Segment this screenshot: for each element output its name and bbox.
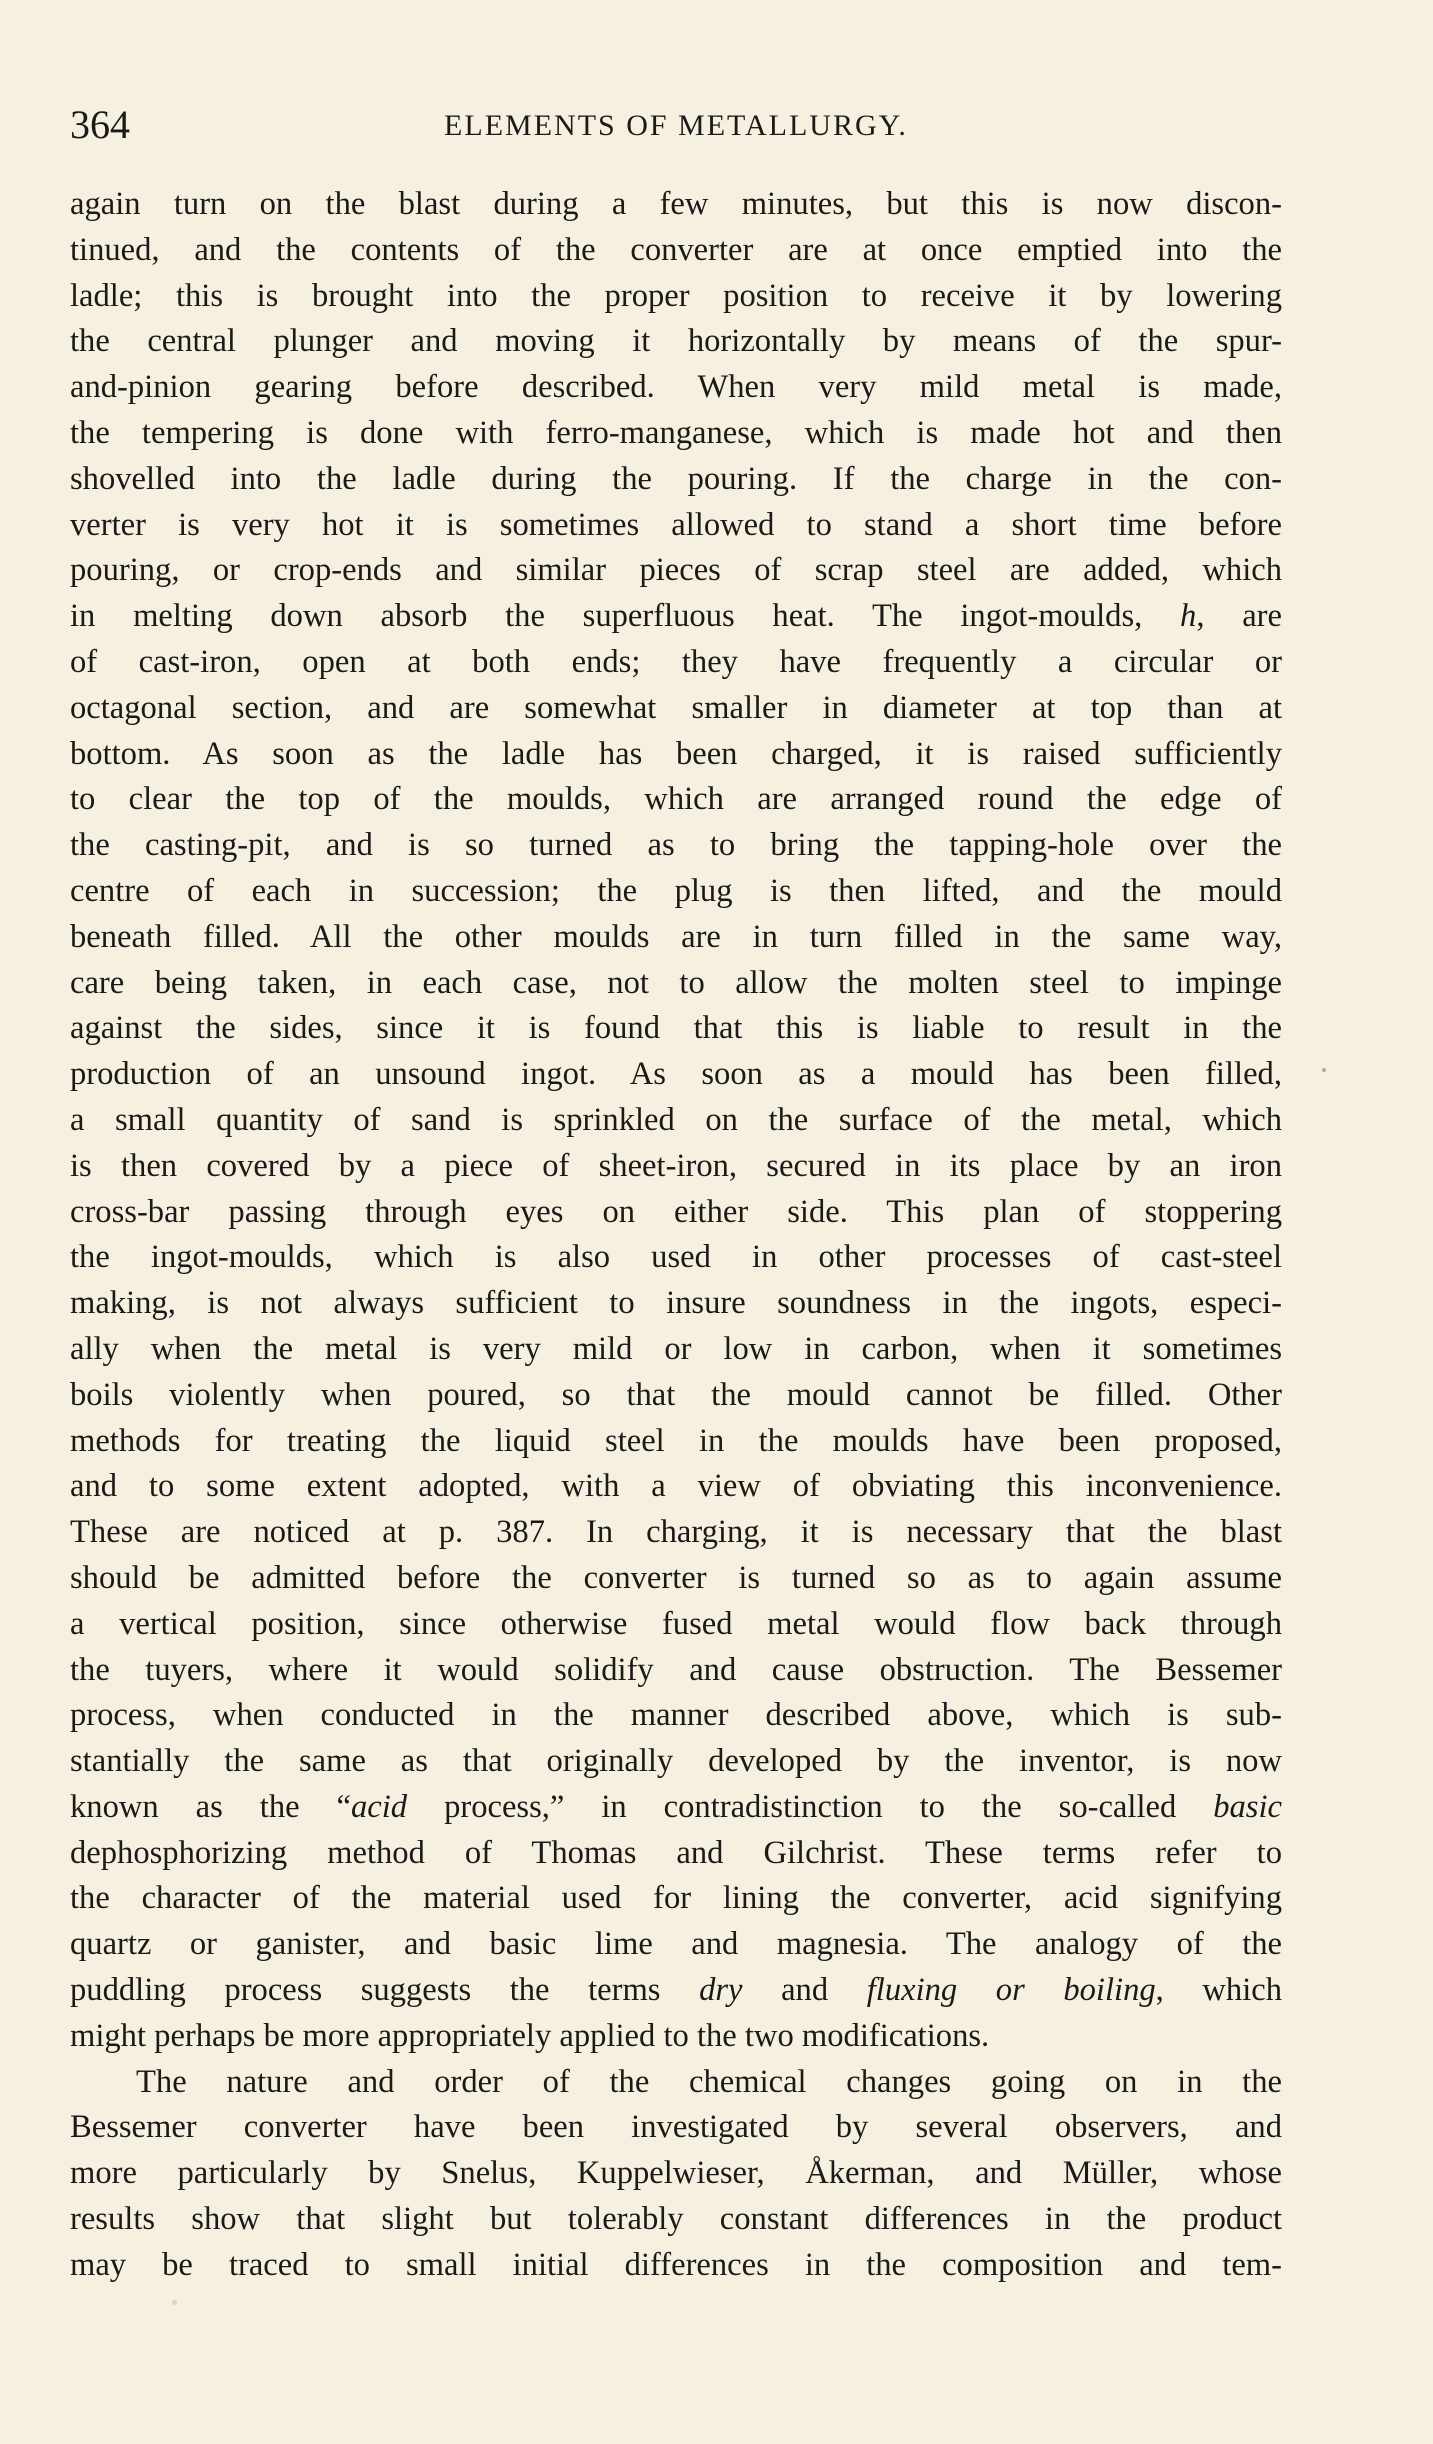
text-line: a small quantity of sand is sprinkled on the surface of the metal, which [70, 1101, 1282, 1138]
text-line: stantially the same as that originally developed by the inventor, is now [70, 1743, 1282, 1780]
page-header [70, 100, 1282, 150]
text-line: may be traced to small initial differences in the composition and tem- [70, 2246, 1282, 2283]
page-number: 364 [70, 102, 130, 147]
text-line: tinued, and the contents of the converter are at once emptied into the [70, 231, 1282, 268]
text-line: boils violently when poured, so that the mould cannot be filled. Other [70, 1376, 1282, 1413]
text-line: verter is very hot it is sometimes allowed to stand a short time before [70, 506, 1282, 543]
text-line [70, 1785, 1282, 1831]
text-line: and to some extent adopted, with a view of obviating this inconvenience. [70, 1468, 1282, 1505]
text-line: bottom. As soon as the ladle has been charged, it is raised sufficiently [70, 735, 1282, 772]
text-line: quartz or ganister, and basic lime and magnesia. The analogy of the [70, 1926, 1282, 1963]
text-run: and [742, 1972, 867, 2009]
text-line: against the sides, since it is found that this is liable to result in the [70, 1010, 1282, 1047]
text-line [70, 594, 1282, 640]
text-line: more particularly by Snelus, Kuppelwieser, Åkerman, and Müller, whose [70, 2155, 1282, 2192]
text-line: methods for treating the liquid steel in the moulds have been proposed, [70, 1422, 1282, 1459]
text-line: shovelled into the ladle during the pouring. If the charge in the con- [70, 460, 1282, 497]
text-line: octagonal section, and are somewhat smaller in diameter at top than at [70, 689, 1282, 726]
italic-text: basic [1213, 1788, 1282, 1825]
text-line: the central plunger and moving it horizontally by means of the spur- [70, 323, 1282, 360]
running-head: ELEMENTS OF METALLURGY. [444, 109, 908, 142]
text-line: beneath filled. All the other moulds are in turn filled in the same way, [70, 918, 1282, 955]
text-line: might perhaps be more appropriately applied to the two modifications. [70, 2017, 990, 2054]
text-line: and-pinion gearing before described. When very mild metal is made, [70, 369, 1282, 406]
text-run: , which [1155, 1972, 1283, 2009]
text-line: the character of the material used for lining the converter, acid signifying [70, 1880, 1282, 1917]
italic-text: acid [351, 1788, 408, 1825]
text-line: The nature and order of the chemical changes going on in the [136, 2063, 1282, 2100]
text-line: of cast-iron, open at both ends; they have frequently a circular or [70, 643, 1282, 680]
body-text [70, 182, 1282, 2289]
text-line: to clear the top of the moulds, which are arranged round the edge of [70, 781, 1282, 818]
italic-text: fluxing or boiling [866, 1972, 1156, 2009]
text-run: puddling process suggests the terms [70, 1972, 700, 2009]
text-line: These are noticed at p. 387. In charging, it is necessary that the blast [70, 1514, 1282, 1551]
text-run: process,” in contradistinction to the so-called [407, 1788, 1214, 1825]
text-line: should be admitted before the converter is turned so as to again assume [70, 1559, 1282, 1596]
text-line: cross-bar passing through eyes on either side. This plan of stoppering [70, 1193, 1282, 1230]
text-line: making, is not always sufficient to insure soundness in the ingots, especi- [70, 1285, 1282, 1322]
text-line: is then covered by a piece of sheet-iron, secured in its place by an iron [70, 1147, 1282, 1184]
text-line: results show that slight but tolerably constant differences in the product [70, 2201, 1282, 2238]
text-line: care being taken, in each case, not to allow the molten steel to impinge [70, 964, 1282, 1001]
italic-text: h [1180, 598, 1197, 635]
text-line: again turn on the blast during a few minutes, but this is now discon- [70, 186, 1282, 222]
paper-speck [172, 2300, 177, 2305]
text-line: dephosphorizing method of Thomas and Gilchrist. These terms refer to [70, 1834, 1282, 1871]
paper-speck [1322, 1068, 1326, 1072]
text-line: process, when conducted in the manner described above, which is sub- [70, 1697, 1282, 1734]
italic-text: dry [699, 1972, 743, 2009]
text-run: in melting down absorb the superfluous heat. The ingot-moulds, [70, 598, 1181, 635]
text-line: centre of each in succession; the plug is then lifted, and the mould [70, 872, 1282, 909]
text-run: known as the “ [70, 1788, 351, 1825]
text-line: the ingot-moulds, which is also used in other processes of cast-steel [70, 1239, 1282, 1276]
text-line: the tuyers, where it would solidify and cause obstruction. The Bessemer [70, 1651, 1282, 1688]
text-line [70, 1968, 1282, 2014]
text-line: production of an unsound ingot. As soon as a mould has been filled, [70, 1056, 1282, 1093]
text-line: ladle; this is brought into the proper position to receive it by lowering [70, 277, 1282, 314]
text-line: ally when the metal is very mild or low in carbon, when it sometimes [70, 1330, 1282, 1367]
text-line: Bessemer converter have been investigated by several observers, and [70, 2109, 1282, 2146]
text-run: , are [1196, 598, 1282, 635]
text-line: pouring, or crop-ends and similar pieces of scrap steel are added, which [70, 552, 1282, 589]
text-line: the tempering is done with ferro-manganese, which is made hot and then [70, 414, 1282, 451]
text-line: a vertical position, since otherwise fused metal would flow back through [70, 1605, 1282, 1642]
text-line: the casting-pit, and is so turned as to bring the tapping-hole over the [70, 827, 1282, 864]
